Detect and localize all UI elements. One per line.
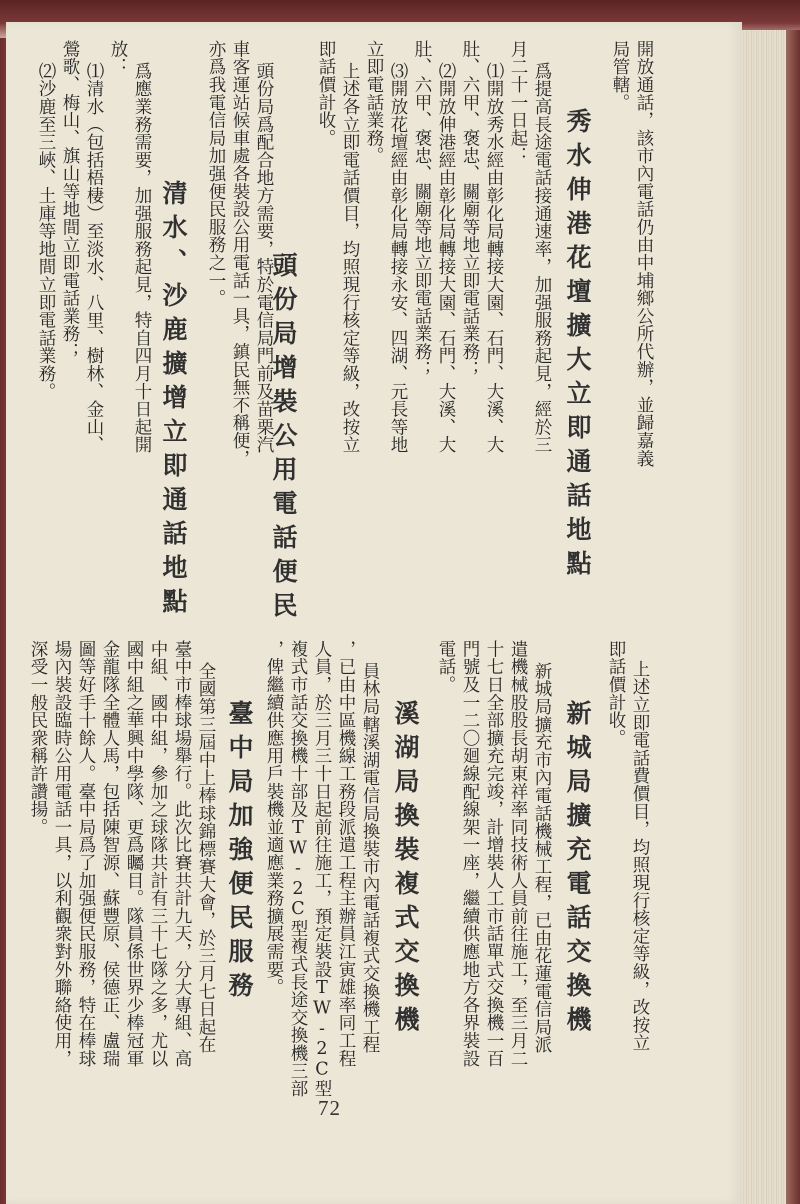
text-column: ⑵開放伸港經由彰化局轉接大園、石門、大溪、大 <box>436 62 456 454</box>
section-heading: 溪湖局換裝複式交換機 <box>391 700 420 1040</box>
text-column: 圖等好手十餘人。臺中局爲了加强便民服務，特在棒球 <box>76 640 96 1068</box>
text-column: 鶯歌、梅山、旗山等地間立即電話業務； <box>60 40 80 361</box>
text-column: 即話價計收。 <box>606 640 626 747</box>
text-column: 員林局轄溪湖電信局換裝市內電話複式交換機工程 <box>360 662 380 1054</box>
text-column: ⑵沙鹿至三峽、土庫等地間立即電話業務。 <box>36 62 56 401</box>
text-column: 肚、六甲、褒忠、關廟等地立即電話業務； <box>460 40 480 379</box>
text-column: 國中組之華興中學隊、更爲矚目。隊員係世界少棒冠軍 <box>124 640 144 1068</box>
text-column: ，已由中區機線工務段派遣工程主辦員江寅雄率同工程 <box>336 640 356 1068</box>
text-column: 全國第三屆中上棒球錦標賽大會，於三月七日起在 <box>196 662 216 1054</box>
text-column: 開放通話，該市內電話仍由中埔鄉公所代辦，並歸嘉義 <box>634 40 654 468</box>
text-column: ⑶開放花壇經由彰化局轉接永安、四湖、元長等地 <box>388 62 408 454</box>
section-heading: 頭份局增裝公用電話便民 <box>269 252 298 626</box>
text-column: 電話。 <box>436 640 456 694</box>
text-column: ，俾繼續供應用戶裝機並適應業務擴展需要。 <box>264 640 284 996</box>
text-column: 爲提高長途電話接通速率，加强服務起見，經於三 <box>532 62 552 454</box>
text-column: 上述各立即電話價目，均照現行核定等級，改按立 <box>340 62 360 454</box>
text-column: 複式市話交換機十部及TW-2C型複式長途交換機三部 <box>288 640 308 1098</box>
text-column: 人員，於三月三十日起前往施工，預定裝設TW-2C型 <box>312 640 332 1098</box>
text-column: 深受一般民衆稱許讚揚。 <box>28 640 48 836</box>
text-column: 爲應業務需要，加强服務起見，特自四月十日起開 <box>132 62 152 454</box>
text-column: 立即電話業務。 <box>364 40 384 165</box>
text-column: 肚、六甲、褒忠、關廟等地立即電話業務； <box>412 40 432 379</box>
text-column: 上述立即電話費價目，均照現行核定等級，改按立 <box>630 660 650 1052</box>
text-column: 局管轄。 <box>610 40 630 112</box>
text-column: 頭份局爲配合地方需要，特於電信局門前及苗栗汽 <box>254 62 274 454</box>
section-heading: 新城局擴充電話交換機 <box>563 700 592 1040</box>
text-column: 遣機械股股長胡東祥率同技術人員前往施工，至三月二 <box>508 640 528 1068</box>
section-heading: 秀水伸港花壇擴大立即通話地點 <box>563 108 592 584</box>
text-column: 臺中市棒球場舉行。此次比賽共計九天，分大專組、高 <box>172 640 192 1068</box>
text-column: 新城局擴充市內電話機械工程，已由花蓮電信局派 <box>532 662 552 1054</box>
text-column: 十七日全部擴充完竣，計增裝人工市話單式交換機一百 <box>484 640 504 1068</box>
text-column: 車客運站候車處各裝設公用電話一具，鎮民無不稱便， <box>230 40 250 468</box>
text-column: 金龍隊全體人馬，包括陳智源、蘇豐原、侯德正、盧瑞 <box>100 640 120 1068</box>
text-column: 亦爲我電信局加强便民服務之一。 <box>206 40 226 307</box>
text-column: 中組、國中組，參加之球隊共計有三十七隊之多，尤以 <box>148 640 168 1068</box>
text-column: ⑴開放秀水經由彰化局轉接大園、石門、大溪、大 <box>484 62 504 454</box>
section-heading: 清水、沙鹿擴增立即通話地點 <box>159 180 188 622</box>
text-column: 月二十一日起： <box>508 40 528 165</box>
page-number: 72 <box>318 1096 341 1120</box>
section-heading: 臺中局加強便民服務 <box>225 700 254 1006</box>
text-column: ⑴清水（包括梧棲）至淡水、八里、樹林、金山、 <box>84 62 104 454</box>
page-edges <box>742 30 800 1204</box>
text-column: 放： <box>108 40 128 76</box>
text-column: 即話價計收。 <box>316 40 336 147</box>
text-column: 門號及一二〇廻線配線架一座，繼續供應地方各界裝設 <box>460 640 480 1068</box>
text-column: 場內裝設臨時公用電話一具，以利觀衆對外聯絡使用， <box>52 640 72 1068</box>
